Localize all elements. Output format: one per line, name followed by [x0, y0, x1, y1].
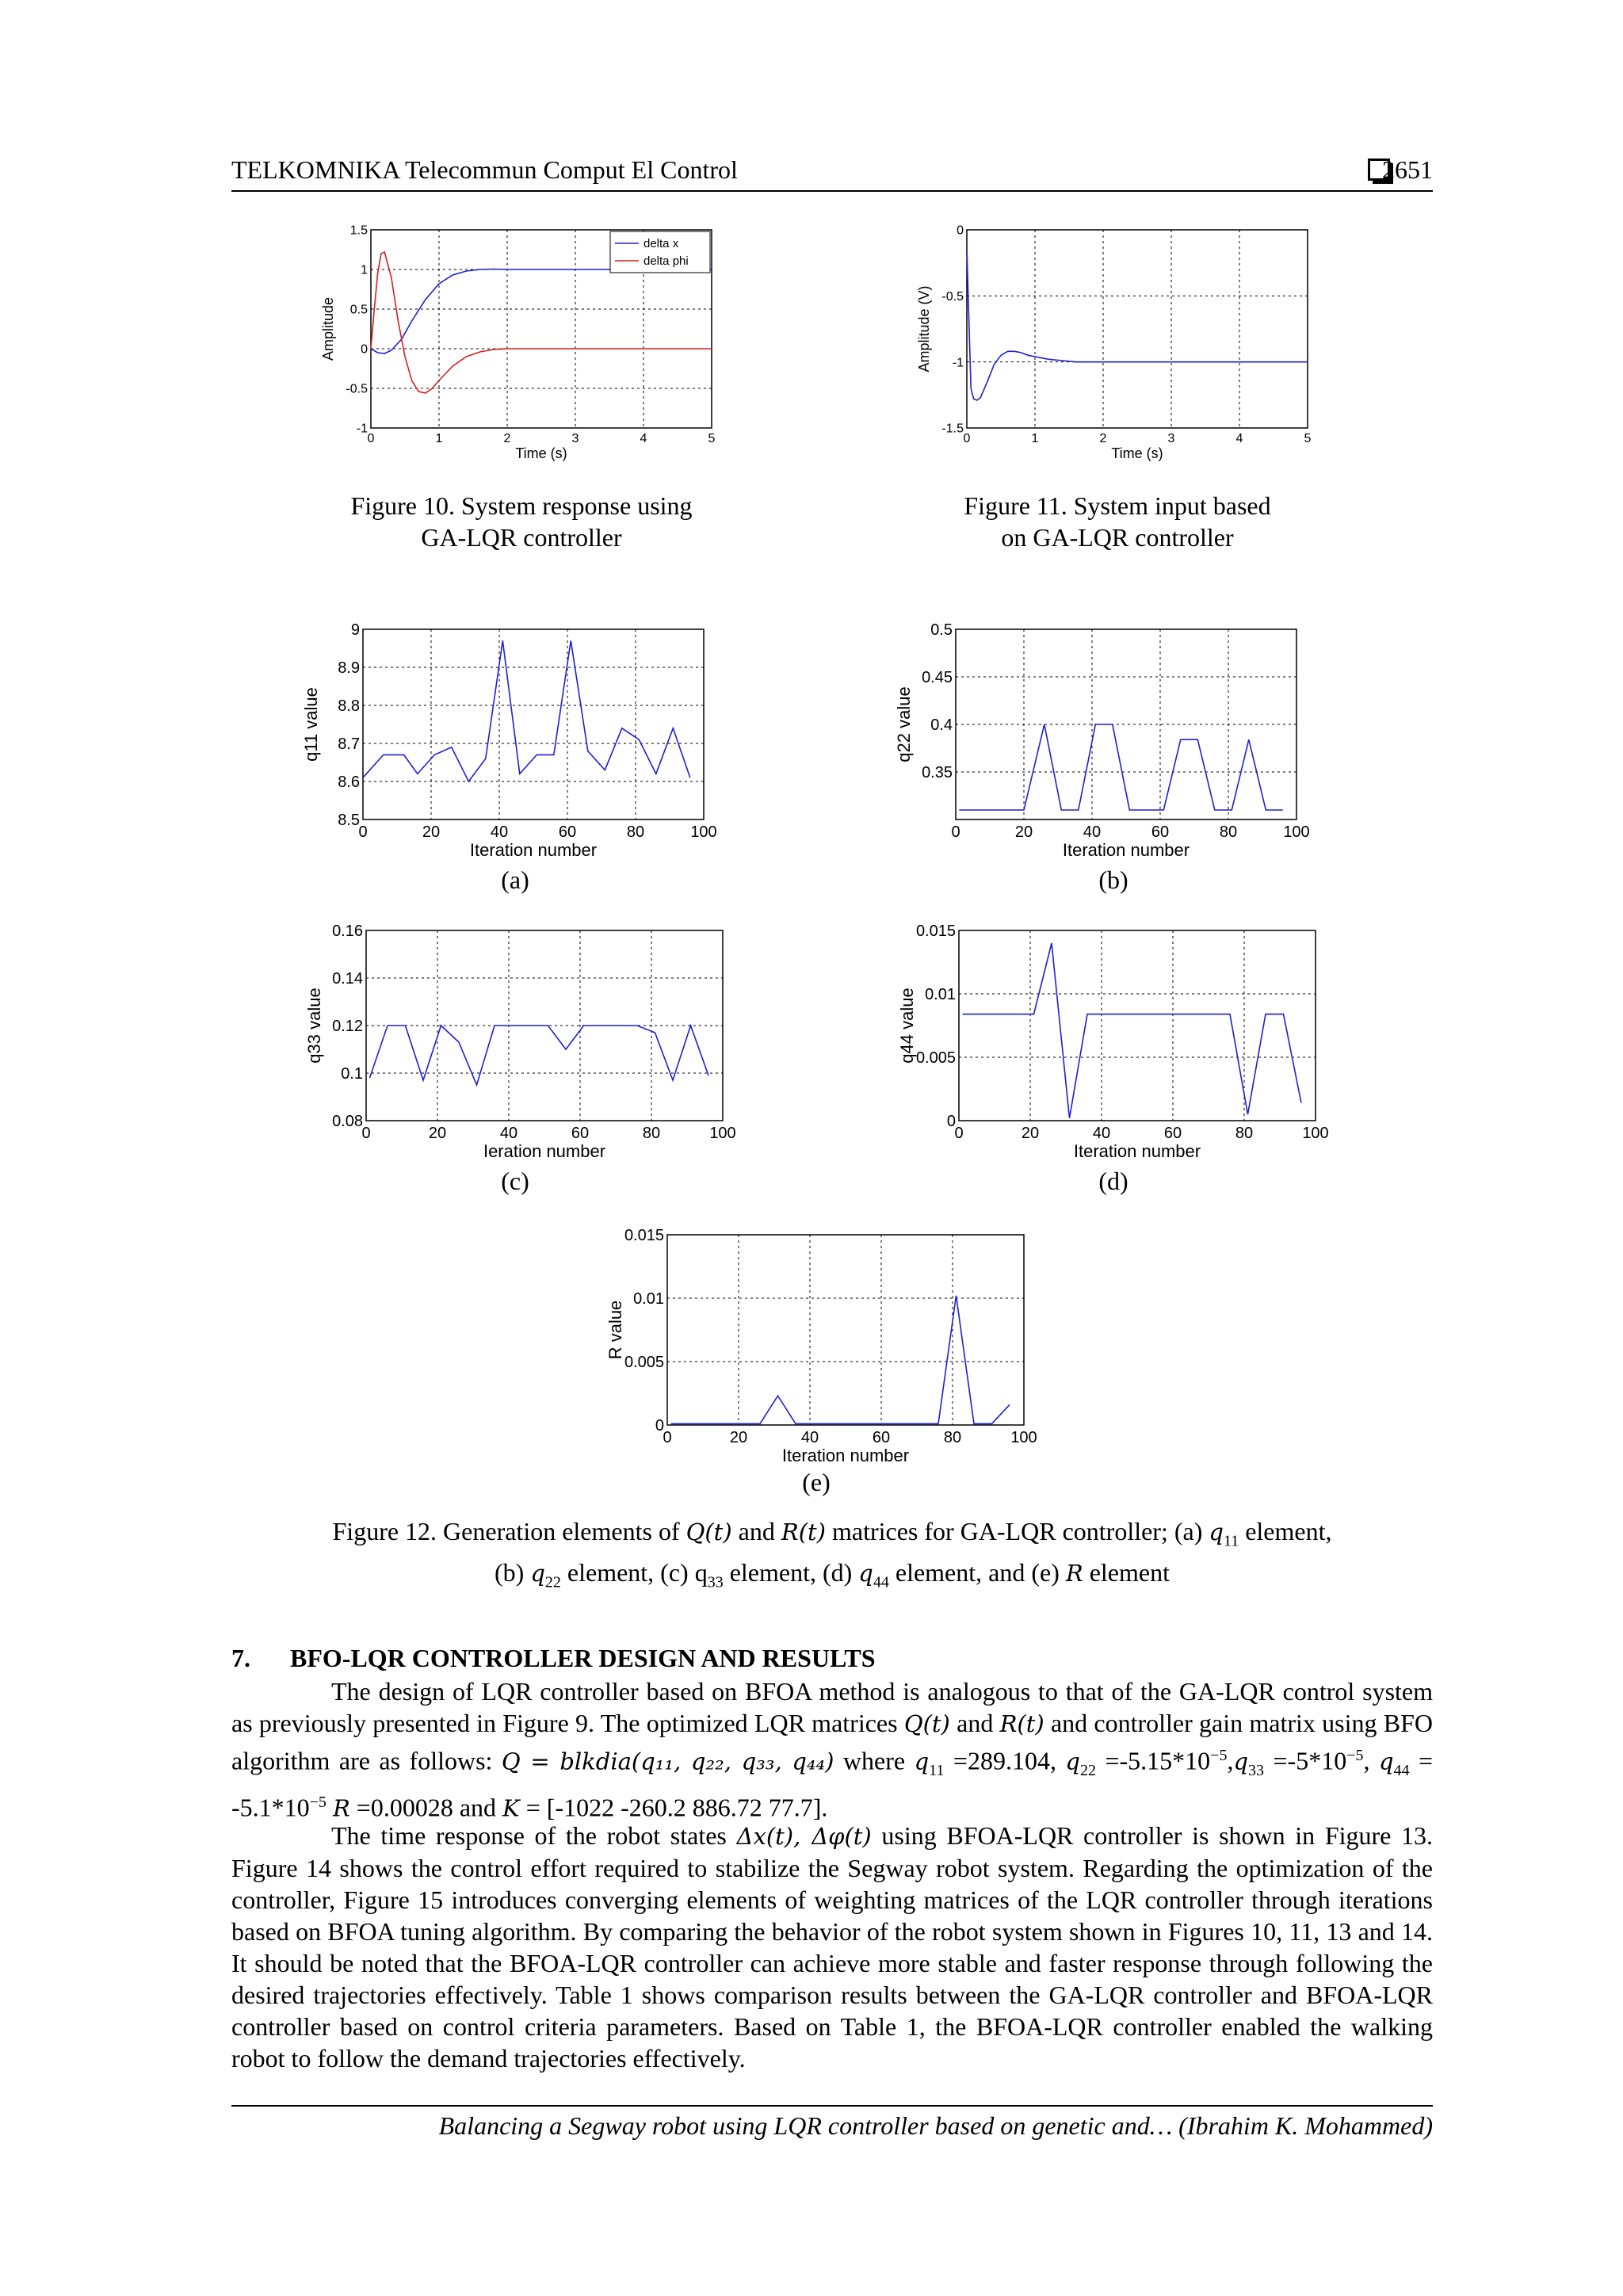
y-tick-label: -1 — [356, 422, 368, 436]
y-tick-label: 1.5 — [349, 223, 368, 238]
caption-subscript: 33 — [707, 1573, 724, 1591]
x-tick-label: 80 — [943, 1429, 962, 1446]
x-axis-label: Time (s) — [1111, 445, 1163, 461]
x-tick-label: 60 — [571, 1125, 590, 1142]
caption-text: element, and (e) — [888, 1558, 1066, 1587]
para-text: and — [949, 1709, 1000, 1737]
y-tick-label: 0.12 — [332, 1018, 363, 1035]
y-axis-label: Amplitude (V) — [916, 285, 932, 372]
x-tick-label: 100 — [1302, 1125, 1329, 1142]
y-tick-label: 0.4 — [930, 716, 953, 734]
x-tick-label: 1 — [435, 432, 443, 445]
caption-subscript: 22 — [544, 1573, 561, 1591]
y-tick-label: 0.01 — [633, 1290, 664, 1308]
x-tick-label: 0 — [954, 1125, 964, 1142]
para-text: =-5.15*10 — [1096, 1746, 1211, 1775]
para-superscript: −5 — [309, 1794, 327, 1812]
para-math: K — [502, 1794, 520, 1822]
figure-12b-label: (b) — [1098, 865, 1128, 894]
caption-math: R — [1065, 1560, 1083, 1587]
y-tick-label: 0.5 — [349, 303, 368, 317]
x-tick-label: 0 — [358, 823, 368, 841]
x-tick-label: 40 — [490, 823, 509, 841]
x-tick-label: 0 — [367, 432, 375, 445]
y-tick-label: 0.015 — [915, 923, 956, 940]
y-tick-label: 9 — [350, 621, 360, 639]
y-axis-label: Amplitude — [320, 296, 336, 361]
y-tick-label: 0.14 — [332, 970, 363, 988]
legend-label: delta x — [643, 237, 679, 250]
x-tick-label: 20 — [428, 1125, 447, 1142]
figure-12-caption — [231, 1515, 1433, 1599]
paragraph-1 — [231, 1675, 1433, 1824]
x-tick-label: 20 — [422, 823, 441, 841]
figure-12e-label: (e) — [802, 1468, 831, 1496]
x-tick-label: 2 — [1099, 432, 1107, 445]
x-axis-label: Iteration number — [1073, 1141, 1201, 1161]
caption-text: (b) — [495, 1558, 531, 1587]
para-text: = -5.1*10 — [231, 1746, 1434, 1822]
figure-12c-svg — [295, 919, 739, 1165]
legend-label: delta phi — [643, 254, 689, 268]
y-tick-label: 0 — [655, 1417, 664, 1435]
caption-text: Figure 12. Generation elements of — [332, 1517, 686, 1545]
section-heading — [231, 1644, 876, 1673]
y-tick-label: -1.5 — [941, 422, 964, 436]
figure-12a-chart — [301, 618, 729, 864]
y-tick-label: 1 — [361, 263, 368, 277]
caption-text: matrices for GA-LQR controller; (a) — [825, 1517, 1209, 1545]
x-tick-label: 60 — [872, 1429, 891, 1446]
y-tick-label: 0.015 — [624, 1227, 664, 1244]
figure-11-svg — [911, 222, 1323, 468]
caption-text: and — [731, 1517, 781, 1545]
section-number: 7. — [231, 1644, 250, 1672]
page-header — [231, 155, 1433, 192]
caption-text: element, — [1239, 1517, 1332, 1545]
para-text: and controller gain matrix using BFO algorithm are as follows: — [231, 1709, 1434, 1775]
figure-11-caption-line2: on GA-LQR controller — [1001, 523, 1234, 552]
caption-math: Q(t) — [685, 1519, 732, 1545]
para-text: using BFOA-LQR controller is shown in Figure 13. Figure 14 shows the control effort required to stabilize the Segway robot system. Regarding the optimization of the controller, Figure 15 introduces converging elements of weighting matrices of the LQR controller through iterations based on BFOA tuning algorithm. By comparing the behavior of the robot system shown in Figures 10, 11, 13 and 14. It should be noted that the BFOA-LQR controller can achieve more stable and faster response through following the desired trajectories effectively. Table 1 shows comparison results between the GA-LQR controller and BFOA-LQR controller based on control criteria parameters. Based on Table 1, the BFOA-LQR controller enabled the walking robot to follow the demand trajectories effectively. — [231, 1821, 1434, 2073]
caption-text: element, (c) q — [560, 1558, 708, 1587]
y-axis-label: q22 value — [894, 686, 914, 762]
x-tick-label: 100 — [709, 1125, 736, 1142]
x-tick-label: 20 — [1021, 1125, 1040, 1142]
para-superscript: −5 — [1210, 1747, 1228, 1764]
y-tick-label: 8.8 — [338, 697, 360, 715]
y-axis-label: q44 value — [897, 988, 917, 1064]
x-tick-label: 40 — [1083, 823, 1102, 841]
figure-10-caption-line1: Figure 10. System response using — [350, 491, 693, 520]
para-superscript: −5 — [1346, 1747, 1364, 1764]
figure-10-svg — [315, 222, 727, 468]
y-tick-label: -1 — [952, 356, 964, 370]
x-tick-label: 5 — [1304, 432, 1312, 445]
caption-math: q — [858, 1560, 873, 1587]
caption-math: q — [1209, 1519, 1224, 1545]
y-tick-label: 0.005 — [624, 1354, 664, 1371]
y-tick-label: 8.9 — [338, 659, 360, 677]
para-text: , — [1227, 1746, 1234, 1775]
para-subscript: 22 — [1080, 1762, 1096, 1780]
x-tick-label: 0 — [951, 823, 960, 841]
para-math: q — [914, 1748, 930, 1775]
para-math: R(t) — [999, 1710, 1044, 1737]
x-axis-label: Iteration number — [469, 840, 598, 860]
y-tick-label: 0 — [946, 1113, 956, 1130]
para-math: Q(t) — [903, 1710, 950, 1737]
x-tick-label: 3 — [571, 432, 579, 445]
x-axis-label: Iteration number — [1062, 840, 1190, 860]
para-text: The design of LQR controller based on BFOA method is analogous to that of the GA-LQR control system as previously presented in Figure 9. The optimized LQR matrices — [231, 1677, 1433, 1737]
plot-frame — [959, 930, 1316, 1121]
figure-12b-chart — [894, 618, 1322, 864]
x-tick-label: 4 — [1235, 432, 1243, 445]
caption-subscript: 44 — [873, 1573, 889, 1591]
x-tick-label: 40 — [1092, 1125, 1111, 1142]
figure-12c-chart — [295, 919, 739, 1165]
y-tick-label: 8.5 — [338, 812, 360, 829]
x-tick-label: 0 — [663, 1429, 672, 1446]
para-text: , — [1363, 1746, 1379, 1775]
figure-11-caption-line1: Figure 11. System input based — [964, 491, 1271, 520]
x-tick-label: 20 — [729, 1429, 748, 1446]
journal-name: TELKOMNIKA Telecommun Comput El Control — [231, 155, 738, 184]
figure-12d-label: (d) — [1098, 1167, 1128, 1195]
para-subscript: 33 — [1248, 1762, 1265, 1780]
x-tick-label: 20 — [1014, 823, 1033, 841]
para-text: =289.104, — [944, 1746, 1066, 1775]
x-tick-label: 40 — [800, 1429, 819, 1446]
section-title: BFO-LQR CONTROLLER DESIGN AND RESULTS — [290, 1644, 876, 1672]
figure-11-chart — [911, 222, 1323, 468]
x-tick-label: 100 — [1283, 823, 1310, 841]
para-text: = [-1022 -260.2 886.72 77.7]. — [519, 1793, 828, 1822]
figure-12a-label: (a) — [501, 865, 529, 894]
figure-10-chart — [315, 222, 727, 468]
x-tick-label: 5 — [708, 432, 716, 445]
figure-11-caption — [911, 490, 1323, 553]
figure-12c-label: (c) — [501, 1167, 529, 1195]
plot-frame — [363, 629, 704, 819]
x-tick-label: 2 — [503, 432, 511, 445]
para-math: Δx(t), Δφ(t) — [736, 1823, 872, 1850]
para-subscript: 11 — [929, 1762, 945, 1780]
x-tick-label: 3 — [1167, 432, 1175, 445]
x-tick-label: 60 — [558, 823, 577, 841]
y-tick-label: 0.45 — [922, 669, 953, 686]
figure-12-caption-line2 — [231, 1557, 1433, 1598]
figure-10-caption — [315, 490, 727, 553]
x-axis-label: Ieration number — [483, 1141, 606, 1161]
para-math: q — [1378, 1748, 1394, 1775]
y-tick-label: 0.16 — [332, 923, 363, 940]
caption-text: element — [1083, 1558, 1170, 1587]
x-tick-label: 0 — [361, 1125, 371, 1142]
para-math: R — [332, 1794, 350, 1822]
x-axis-label: Time (s) — [515, 445, 567, 461]
para-math: q — [1233, 1748, 1249, 1775]
y-tick-label: 8.6 — [338, 774, 360, 791]
page-number: 2651 — [1382, 155, 1433, 184]
y-tick-label: 0.01 — [925, 986, 956, 1003]
x-tick-label: 40 — [499, 1125, 518, 1142]
figure-10-caption-line2: GA-LQR controller — [421, 523, 622, 552]
caption-math: R(t) — [781, 1519, 826, 1545]
x-tick-label: 1 — [1031, 432, 1039, 445]
y-tick-label: 8.7 — [338, 735, 360, 753]
y-tick-label: -0.5 — [346, 382, 368, 396]
y-tick-label: -0.5 — [941, 289, 964, 304]
caption-subscript: 11 — [1223, 1532, 1239, 1550]
y-axis-label: R value — [605, 1300, 625, 1360]
page-footer: Balancing a Segway robot using LQR controller based on genetic and… (Ibrahim K. Mohammed) — [438, 2111, 1433, 2140]
y-axis-label: q11 value — [301, 687, 321, 762]
y-tick-label: 0.005 — [915, 1049, 956, 1067]
figure-12d-chart — [888, 919, 1331, 1165]
y-tick-label: 0.35 — [922, 764, 953, 781]
x-tick-label: 80 — [1219, 823, 1238, 841]
figure-12a-svg — [301, 618, 729, 864]
x-tick-label: 60 — [1163, 1125, 1182, 1142]
y-tick-label: 0 — [957, 223, 964, 238]
x-tick-label: 60 — [1151, 823, 1170, 841]
para-text: =-5*10 — [1264, 1746, 1347, 1775]
para-text: where — [834, 1746, 915, 1775]
x-tick-label: 0 — [963, 432, 971, 445]
figure-12e-chart — [596, 1224, 1040, 1469]
paragraph-2 — [231, 1820, 1433, 2074]
plot-frame — [967, 230, 1308, 428]
para-subscript: 44 — [1393, 1762, 1410, 1780]
x-axis-label: Iteration number — [781, 1446, 910, 1465]
para-math: Q = blkdia(q₁₁, q₂₂, q₃₃, q₄₄) — [501, 1748, 834, 1775]
para-text: =0.00028 and — [349, 1793, 503, 1822]
x-tick-label: 80 — [626, 823, 645, 841]
y-tick-label: 0 — [361, 342, 368, 357]
para-text — [327, 1794, 333, 1822]
figure-12e-svg — [596, 1224, 1040, 1469]
y-tick-label: 0.5 — [930, 621, 953, 639]
figure-12d-svg — [888, 919, 1331, 1165]
figure-12-caption-line1 — [231, 1515, 1433, 1557]
y-tick-label: 0.08 — [332, 1113, 363, 1130]
footer-rule — [231, 2105, 1433, 2107]
y-tick-label: 0.1 — [341, 1065, 363, 1083]
figure-12b-svg — [894, 618, 1322, 864]
para-text: The time response of the robot states — [331, 1821, 737, 1850]
x-tick-label: 4 — [640, 432, 647, 445]
caption-text: element, (d) — [723, 1558, 859, 1587]
para-math: q — [1065, 1748, 1080, 1775]
x-tick-label: 100 — [1010, 1429, 1037, 1446]
x-tick-label: 80 — [1235, 1125, 1254, 1142]
x-tick-label: 100 — [690, 823, 717, 841]
caption-math: q — [530, 1560, 545, 1587]
x-tick-label: 80 — [642, 1125, 661, 1142]
y-axis-label: q33 value — [304, 988, 324, 1064]
